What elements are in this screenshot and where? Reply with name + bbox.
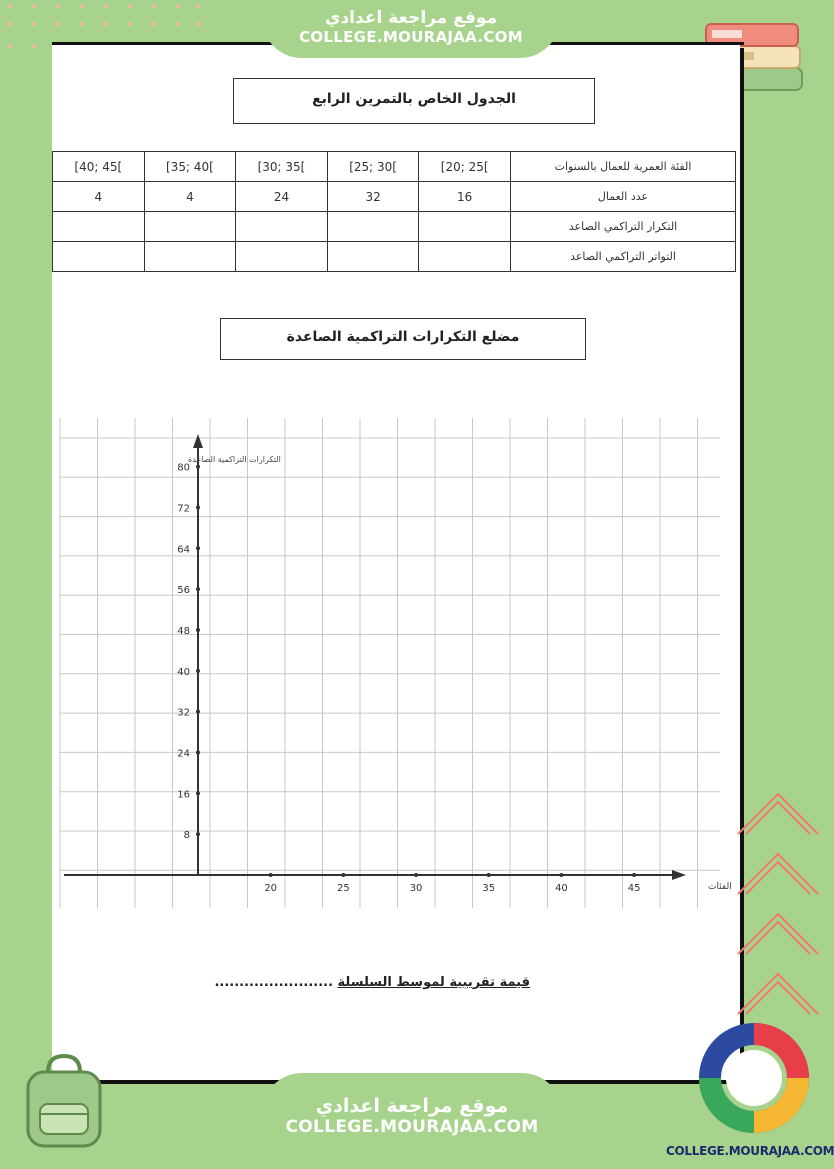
y-tick-mark [196, 750, 200, 754]
decorative-dot [8, 22, 12, 26]
count-cell: 32 [327, 182, 419, 212]
y-tick-label: 16 [177, 789, 190, 801]
decorative-dot [128, 4, 132, 8]
y-tick-mark [196, 505, 200, 509]
blank-cell[interactable] [53, 212, 145, 242]
row-label: التواتر التراكمي الصاعد [511, 242, 736, 272]
table-row [53, 182, 736, 212]
y-tick-label: 72 [177, 503, 190, 515]
y-tick-label: 40 [177, 666, 190, 678]
row-label: التكرار التراكمي الصاعد [511, 212, 736, 242]
count-cell: 4 [53, 182, 145, 212]
frequency-table [52, 151, 736, 272]
header-badge [262, 0, 560, 58]
footer-brand-text[interactable]: COLLEGE.MOURAJAA.COM [666, 1144, 834, 1158]
count-cell: 4 [144, 182, 236, 212]
class-cell: [40; 45[ [53, 152, 145, 182]
table-row [53, 212, 736, 242]
row-label: عدد العمال [511, 182, 736, 212]
median-answer-dots: ........................ [214, 975, 334, 990]
decorative-dot [152, 22, 156, 26]
decorative-dot [196, 22, 200, 26]
decorative-dot [104, 22, 108, 26]
decorative-dot [32, 44, 36, 48]
y-tick-label: 8 [183, 830, 190, 842]
class-cell: [30; 35[ [236, 152, 328, 182]
y-tick-label: 32 [177, 707, 190, 719]
class-cell: [20; 25[ [419, 152, 511, 182]
x-tick-mark [269, 873, 273, 877]
y-tick-mark [196, 587, 200, 591]
chevron-up-icon [734, 790, 820, 1034]
x-tick-mark [487, 873, 491, 877]
blank-cell[interactable] [53, 242, 145, 272]
y-tick-mark [196, 710, 200, 714]
y-tick-mark [196, 832, 200, 836]
decorative-dot [196, 4, 200, 8]
blank-cell[interactable] [419, 212, 511, 242]
x-tick-mark [559, 873, 563, 877]
count-cell: 16 [419, 182, 511, 212]
y-tick-mark [196, 791, 200, 795]
footer-site-arabic: موقع مراجعة اعدادي [315, 1095, 509, 1117]
x-tick-mark [341, 873, 345, 877]
y-tick-mark [196, 669, 200, 673]
y-axis-label: التكرارات التراكمية الصاعدة [188, 455, 281, 464]
count-cell: 24 [236, 182, 328, 212]
blank-cell[interactable] [236, 212, 328, 242]
x-tick-label: 40 [555, 883, 568, 894]
table-row [53, 152, 736, 182]
footer-badge [262, 1073, 562, 1169]
y-tick-label: 24 [177, 748, 190, 760]
decorative-dot [80, 4, 84, 8]
x-tick-label: 20 [264, 883, 278, 894]
decorative-dot [176, 22, 180, 26]
blank-cell[interactable] [144, 242, 236, 272]
graph-area[interactable] [60, 418, 732, 912]
education-wheel-logo [694, 1018, 814, 1146]
y-tick-mark [196, 465, 200, 469]
decorative-dot [8, 44, 12, 48]
class-cell: [35; 40[ [144, 152, 236, 182]
decorative-dot [176, 4, 180, 8]
x-tick-label: 30 [409, 883, 423, 894]
median-answer-line[interactable] [214, 975, 530, 990]
decorative-dot [32, 4, 36, 8]
y-tick-label: 56 [177, 585, 190, 597]
decorative-dot [32, 22, 36, 26]
header-site-url[interactable]: COLLEGE.MOURAJAA.COM [299, 28, 523, 46]
y-tick-label: 48 [177, 625, 190, 637]
header-site-arabic: موقع مراجعة اعدادي [324, 8, 498, 28]
blank-cell[interactable] [327, 242, 419, 272]
x-axis-arrow [672, 870, 686, 880]
y-tick-mark [196, 546, 200, 550]
table-title: الجدول الخاص بالتمرين الرابع [233, 78, 595, 124]
decorative-dot [128, 22, 132, 26]
decorative-dot [56, 4, 60, 8]
decorative-dot [80, 22, 84, 26]
table-row [53, 242, 736, 272]
y-axis-arrow [193, 434, 203, 448]
cumulative-frequency-chart[interactable] [60, 418, 732, 908]
row-label: الفئة العمرية للعمال بالسنوات [511, 152, 736, 182]
decorative-dot [152, 4, 156, 8]
decorative-dot [56, 22, 60, 26]
y-tick-label: 64 [177, 544, 190, 556]
blank-cell[interactable] [419, 242, 511, 272]
blank-cell[interactable] [236, 242, 328, 272]
decorative-dot [8, 4, 12, 8]
y-tick-label: 80 [177, 462, 190, 474]
backpack-icon [14, 1050, 114, 1154]
y-tick-mark [196, 628, 200, 632]
x-tick-label: 25 [337, 883, 350, 894]
class-cell: [25; 30[ [327, 152, 419, 182]
decorative-dot [104, 4, 108, 8]
footer-site-url[interactable]: COLLEGE.MOURAJAA.COM [285, 1117, 539, 1137]
x-tick-label: 45 [627, 883, 641, 894]
x-tick-mark [632, 873, 636, 877]
chart-title: مضلع التكرارات التراكمية الصاعدة [220, 318, 586, 360]
x-axis-label: الفئات [708, 882, 732, 892]
median-answer-label: قيمة تقريبية لموسط السلسلة [337, 975, 530, 990]
x-tick-mark [414, 873, 418, 877]
blank-cell[interactable] [144, 212, 236, 242]
x-tick-label: 35 [482, 883, 496, 894]
blank-cell[interactable] [327, 212, 419, 242]
